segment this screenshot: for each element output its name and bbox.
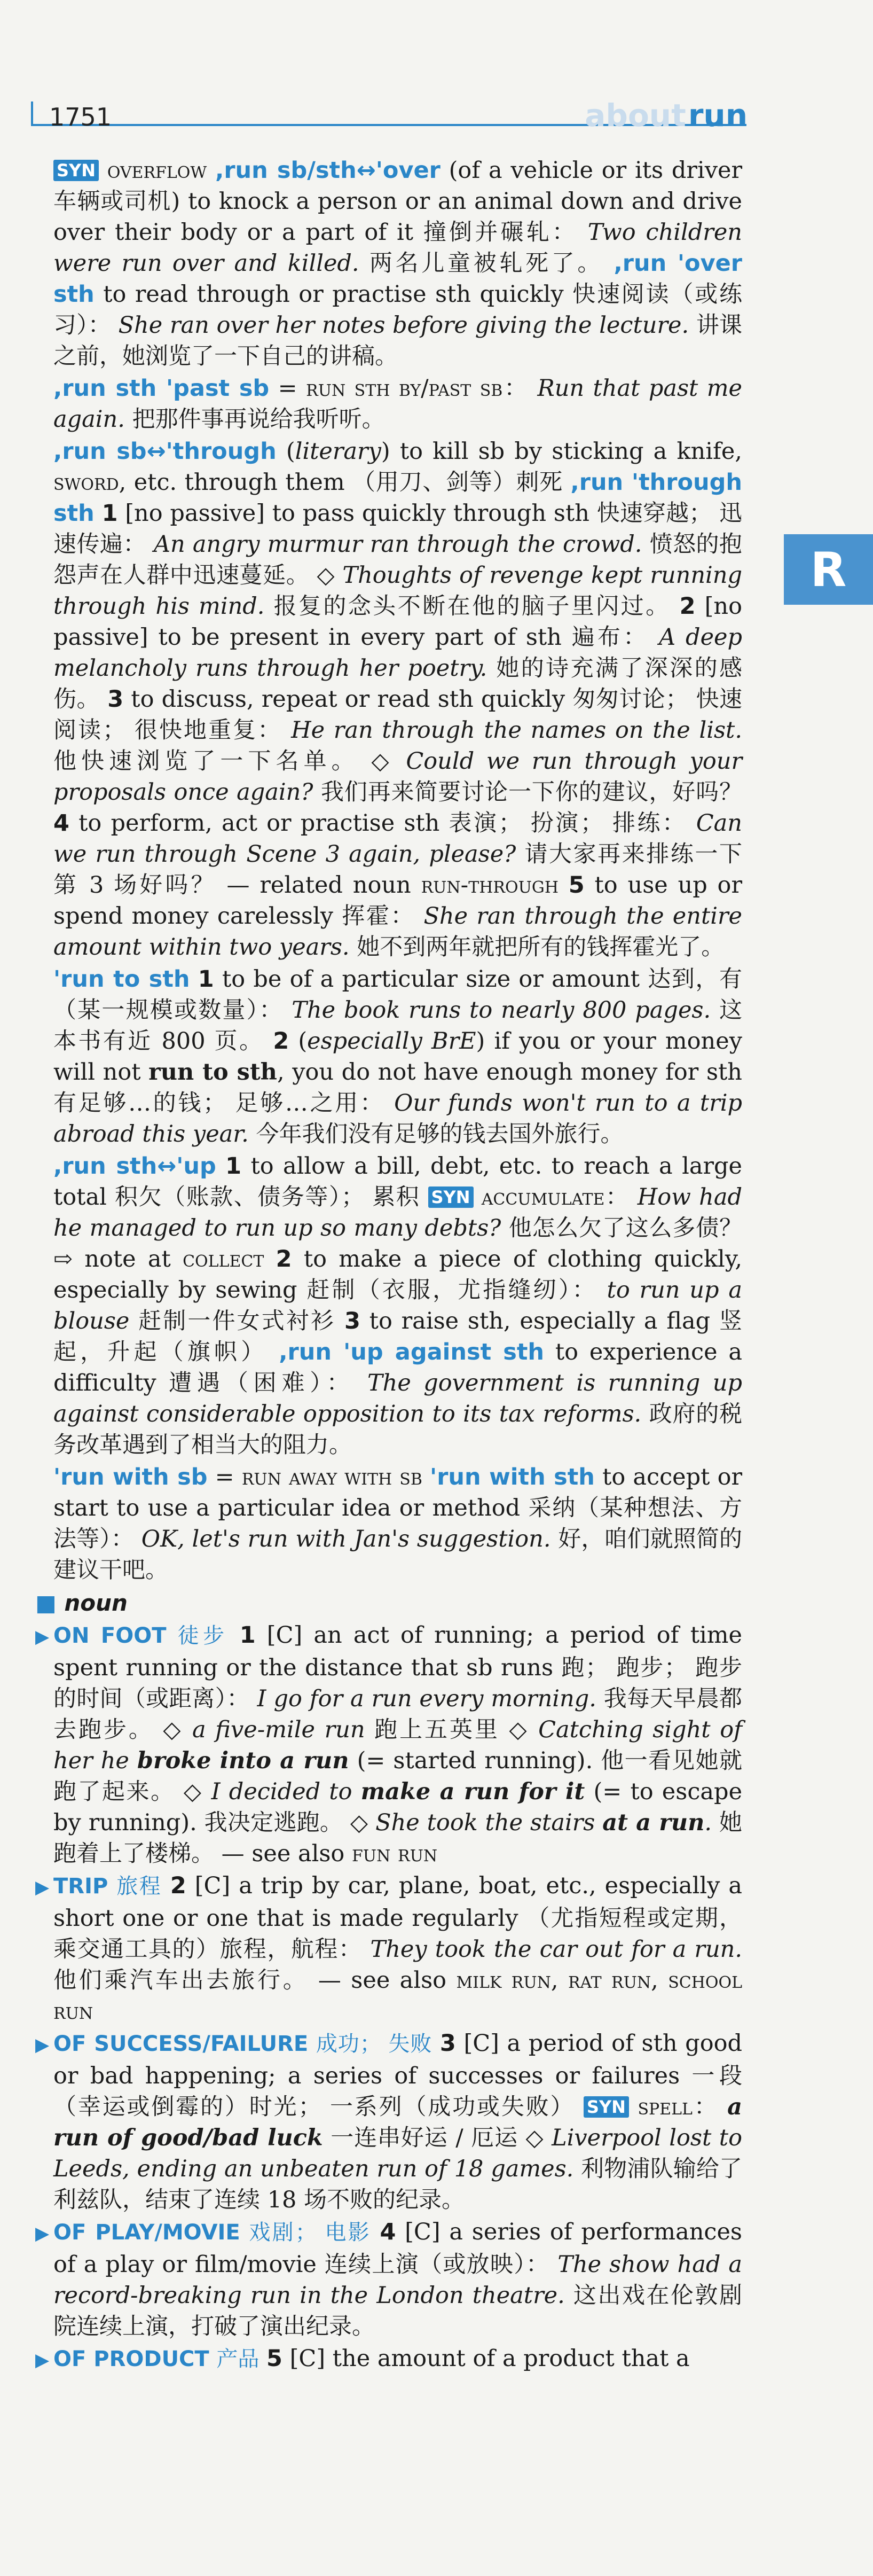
entry-run-up: ,run sth↔'up 1 to allow a bill, debt, etc. to reach a large total 积欠（账款、债务等）； 累积 SYN accumulate： How had he managed to run up so many debts? 他怎么欠了这么多债？ ⇨ note at collect 2 to make a piece of clothing quickly, especially by sewing 赶制（衣服，尤指缝纫）： to run up a blouse 赶制一件女式衬衫 3 to raise sth, especially a flag 竖起，升起（旗帜） ,run 'up against sth to experience a difficulty 遭遇（困难）： The government is running up against considerable opposition to its tax reforms. 政府的税务改革遇到了相当大的阻力。 — [53, 1153, 743, 1458]
sense-arrow-icon: ▶ — [35, 2034, 50, 2056]
sense-success-failure: ▶ OF SUCCESS/FAILURE 成功； 失败 3 [C] a period of sth good or bad happening; a series of successes or failures 一段（幸运或倒霉的）时光； 一系列（成功或失败） SYN spell： a run of good/bad luck 一连串好运 / 厄运 ◇ Liverpool lost to Leeds, ending an unbeaten run of 18 games. 利物浦队输给了利兹队，结束了连续 18 场不败的纪录。 — [35, 2030, 743, 2213]
entry-run-through: ,run sb↔'through (literary) to kill sb by sticking a knife, sword, etc. through them （用刀、剑等）刺死 ,run 'through sth 1 [no passive] to pass quickly through sth 快速穿越； 迅速传遍： An angry murmur ran through the crowd. 愤怒的抱怨声在人群中迅速蔓延。 ◇ Thoughts of revenge kept running through his mind. 报复的念头不断在他的脑子里闪过。 2 [no passive] to be present in every part of sth 遍布： A deep melancholy runs through her poetry. 她的诗充满了深深的感伤。 3 to discuss, repeat or read sth quickly 匆匆讨论； 快速阅读； 很快地重复： He ran through the names on the list. 他快速浏览了一下名单。 ◇ Could we run through your proposals once again? 我们再来简要讨论一下你的建议，好吗？ 4 to perform, act or practise sth 表演； 扮演； 排练： Can we run through Scene 3 again, please? 请大家再来排练一下第 3 场好吗？ — related noun run-through 5 to use up or spend money carelessly 挥霍： She ran through the entire amount within two years. 她不到两年就把所有的钱挥霍光了。 — [53, 438, 743, 961]
sense-trip: ▶ TRIP 旅程 2 [C] a trip by car, plane, boat, etc., especially a short one or one that is made regularly （尤指短程或定期，乘交通工具的）旅程，航程： They took the car out for a run. 他们乘汽车出去旅行。 — see also milk run, rat run, school run — [35, 1872, 743, 2025]
syn-badge: SYN — [428, 1186, 474, 1208]
guideword-show-through: about — [585, 97, 686, 134]
sense-arrow-icon: ▶ — [35, 1626, 50, 1648]
sense-product: ▶ OF PRODUCT 产品 5 [C] the amount of a product that a — [53, 2343, 742, 2376]
sense-arrow-icon: ▶ — [35, 2223, 50, 2244]
entry-run-with: 'run with sb = run away with sb 'run with sth to accept or start to use a particular idea or method 采纳（某种想法、方法等）： OK, let's run with Jan's suggestion. 好，咱们就照简的建议干吧。 — [53, 1464, 743, 1583]
thumb-index-tab: R — [784, 534, 873, 605]
guideword-run: run — [688, 97, 748, 134]
entry-run-to: 'run to sth 1 to be of a particular size or amount 达到，有（某一规模或数量）： The book runs to nearly 800 pages. 这本书有近 800 页。 2 (especially BrE) if you or your money will not run to sth, you do not have enough money for sth 有足够…的钱； 足够…之用： Our funds won't run to a trip abroad this year. 今年我们没有足够的钱去国外旅行。 — [53, 966, 742, 1148]
sense-play-movie: ▶ OF PLAY/MOVIE 戏剧； 电影 4 [C] a series of performances of a play or film/movie 连续上演（或放映）： The show had a record-breaking run in the London theatre. 这出戏在伦敦剧院连续上演，打破了演出纪录。 — [35, 2219, 743, 2340]
sense-arrow-icon: ▶ — [35, 2349, 50, 2371]
sense-arrow-icon: ▶ — [35, 1877, 50, 1898]
dictionary-column — [35, 155, 743, 2376]
sense-on-foot: ▶ ON FOOT 徒步 1 [C] an act of running; a period of time spent running or the distance that sb runs 跑； 跑步； 跑步的时间（或距离）： I go for a run every morning. 我每天早晨都去跑步。 ◇ a five-mile run 跑上五英里 ◇ Catching sight of her he broke into a run (= started running). 他一看见她就跑了起来。 ◇ I decided to make a run for it (= to escape by running). 我决定逃跑。 ◇ She took the stairs at a run. 她跑着上了楼梯。 — see also fun run — [35, 1622, 743, 1867]
part-of-speech-noun: ■ noun — [35, 1590, 128, 1616]
syn-badge: SYN — [584, 2096, 629, 2118]
guideword — [585, 97, 748, 134]
syn-badge: SYN — [53, 160, 99, 181]
entry-run-past: ,run sth 'past sb = run sth by/past sb： Run that past me again. 把那件事再说给我听听。 — [53, 375, 742, 433]
page-number: 1751 — [49, 103, 112, 131]
entry-run-over: SYN overflow ,run sb/sth↔'over (of a vehicle or its driver 车辆或司机) to knock a person or an animal down and drive over their body or a part of it 撞倒并碾轧： Two children were run over and killed. 两名儿童被轧死了。 ,run 'over sth to read through or practise sth quickly 快速阅读（或练习）： She ran over her notes before giving the lecture. 讲课之前，她浏览了一下自己的讲稿。 — [53, 157, 743, 370]
header-rule-tick — [31, 102, 33, 125]
